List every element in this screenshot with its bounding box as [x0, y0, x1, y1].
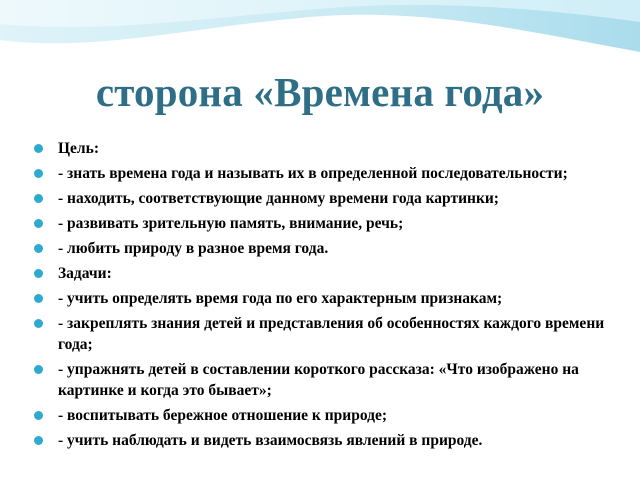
- list-item: [34, 163, 620, 184]
- list-item-text: Цель:: [58, 140, 99, 157]
- list-item: [34, 288, 620, 309]
- list-item-text: Задачи:: [58, 265, 112, 282]
- list-item: [34, 188, 620, 209]
- slide-title: сторона «Времена года»: [95, 69, 545, 115]
- list-item-text: - воспитывать бережное отношение к природе;: [58, 407, 388, 424]
- list-item: [34, 405, 620, 426]
- bullet-icon: [34, 436, 43, 445]
- bullet-icon: [34, 219, 43, 228]
- list-item-text: - закреплять знания детей и представления об особенностях каждого времени года;: [58, 315, 605, 353]
- list-item-text: - упражнять детей в составлении короткого рассказа: «Что изображено на картинке и когда это бывает»;: [58, 361, 579, 399]
- bullet-icon: [34, 269, 43, 278]
- bullet-icon: [34, 169, 43, 178]
- list-item-text: - учить определять время года по его характерным признакам;: [58, 290, 503, 307]
- bullet-icon: [34, 144, 43, 153]
- list-item-text: - учить наблюдать и видеть взаимосвязь явлений в природе.: [58, 432, 483, 449]
- bullet-icon: [34, 365, 43, 374]
- bullet-icon: [34, 244, 43, 253]
- content-list: [34, 138, 620, 455]
- list-item: [34, 238, 620, 259]
- list-item-text: - развивать зрительную память, внимание, речь;: [58, 215, 404, 232]
- list-item: [34, 313, 620, 355]
- bullet-icon: [34, 294, 43, 303]
- bullet-icon: [34, 411, 43, 420]
- list-item: [34, 263, 620, 284]
- list-item: [34, 213, 620, 234]
- list-item-text: - знать времена года и называть их в определенной последовательности;: [58, 165, 568, 182]
- bullet-icon: [34, 319, 43, 328]
- list-item: [34, 359, 620, 401]
- list-item-text: - находить, соответствующие данному времени года картинки;: [58, 190, 499, 207]
- list-item-text: - любить природу в разное время года.: [58, 240, 329, 257]
- bullet-icon: [34, 194, 43, 203]
- list-item: [34, 138, 620, 159]
- list-item: [34, 430, 620, 451]
